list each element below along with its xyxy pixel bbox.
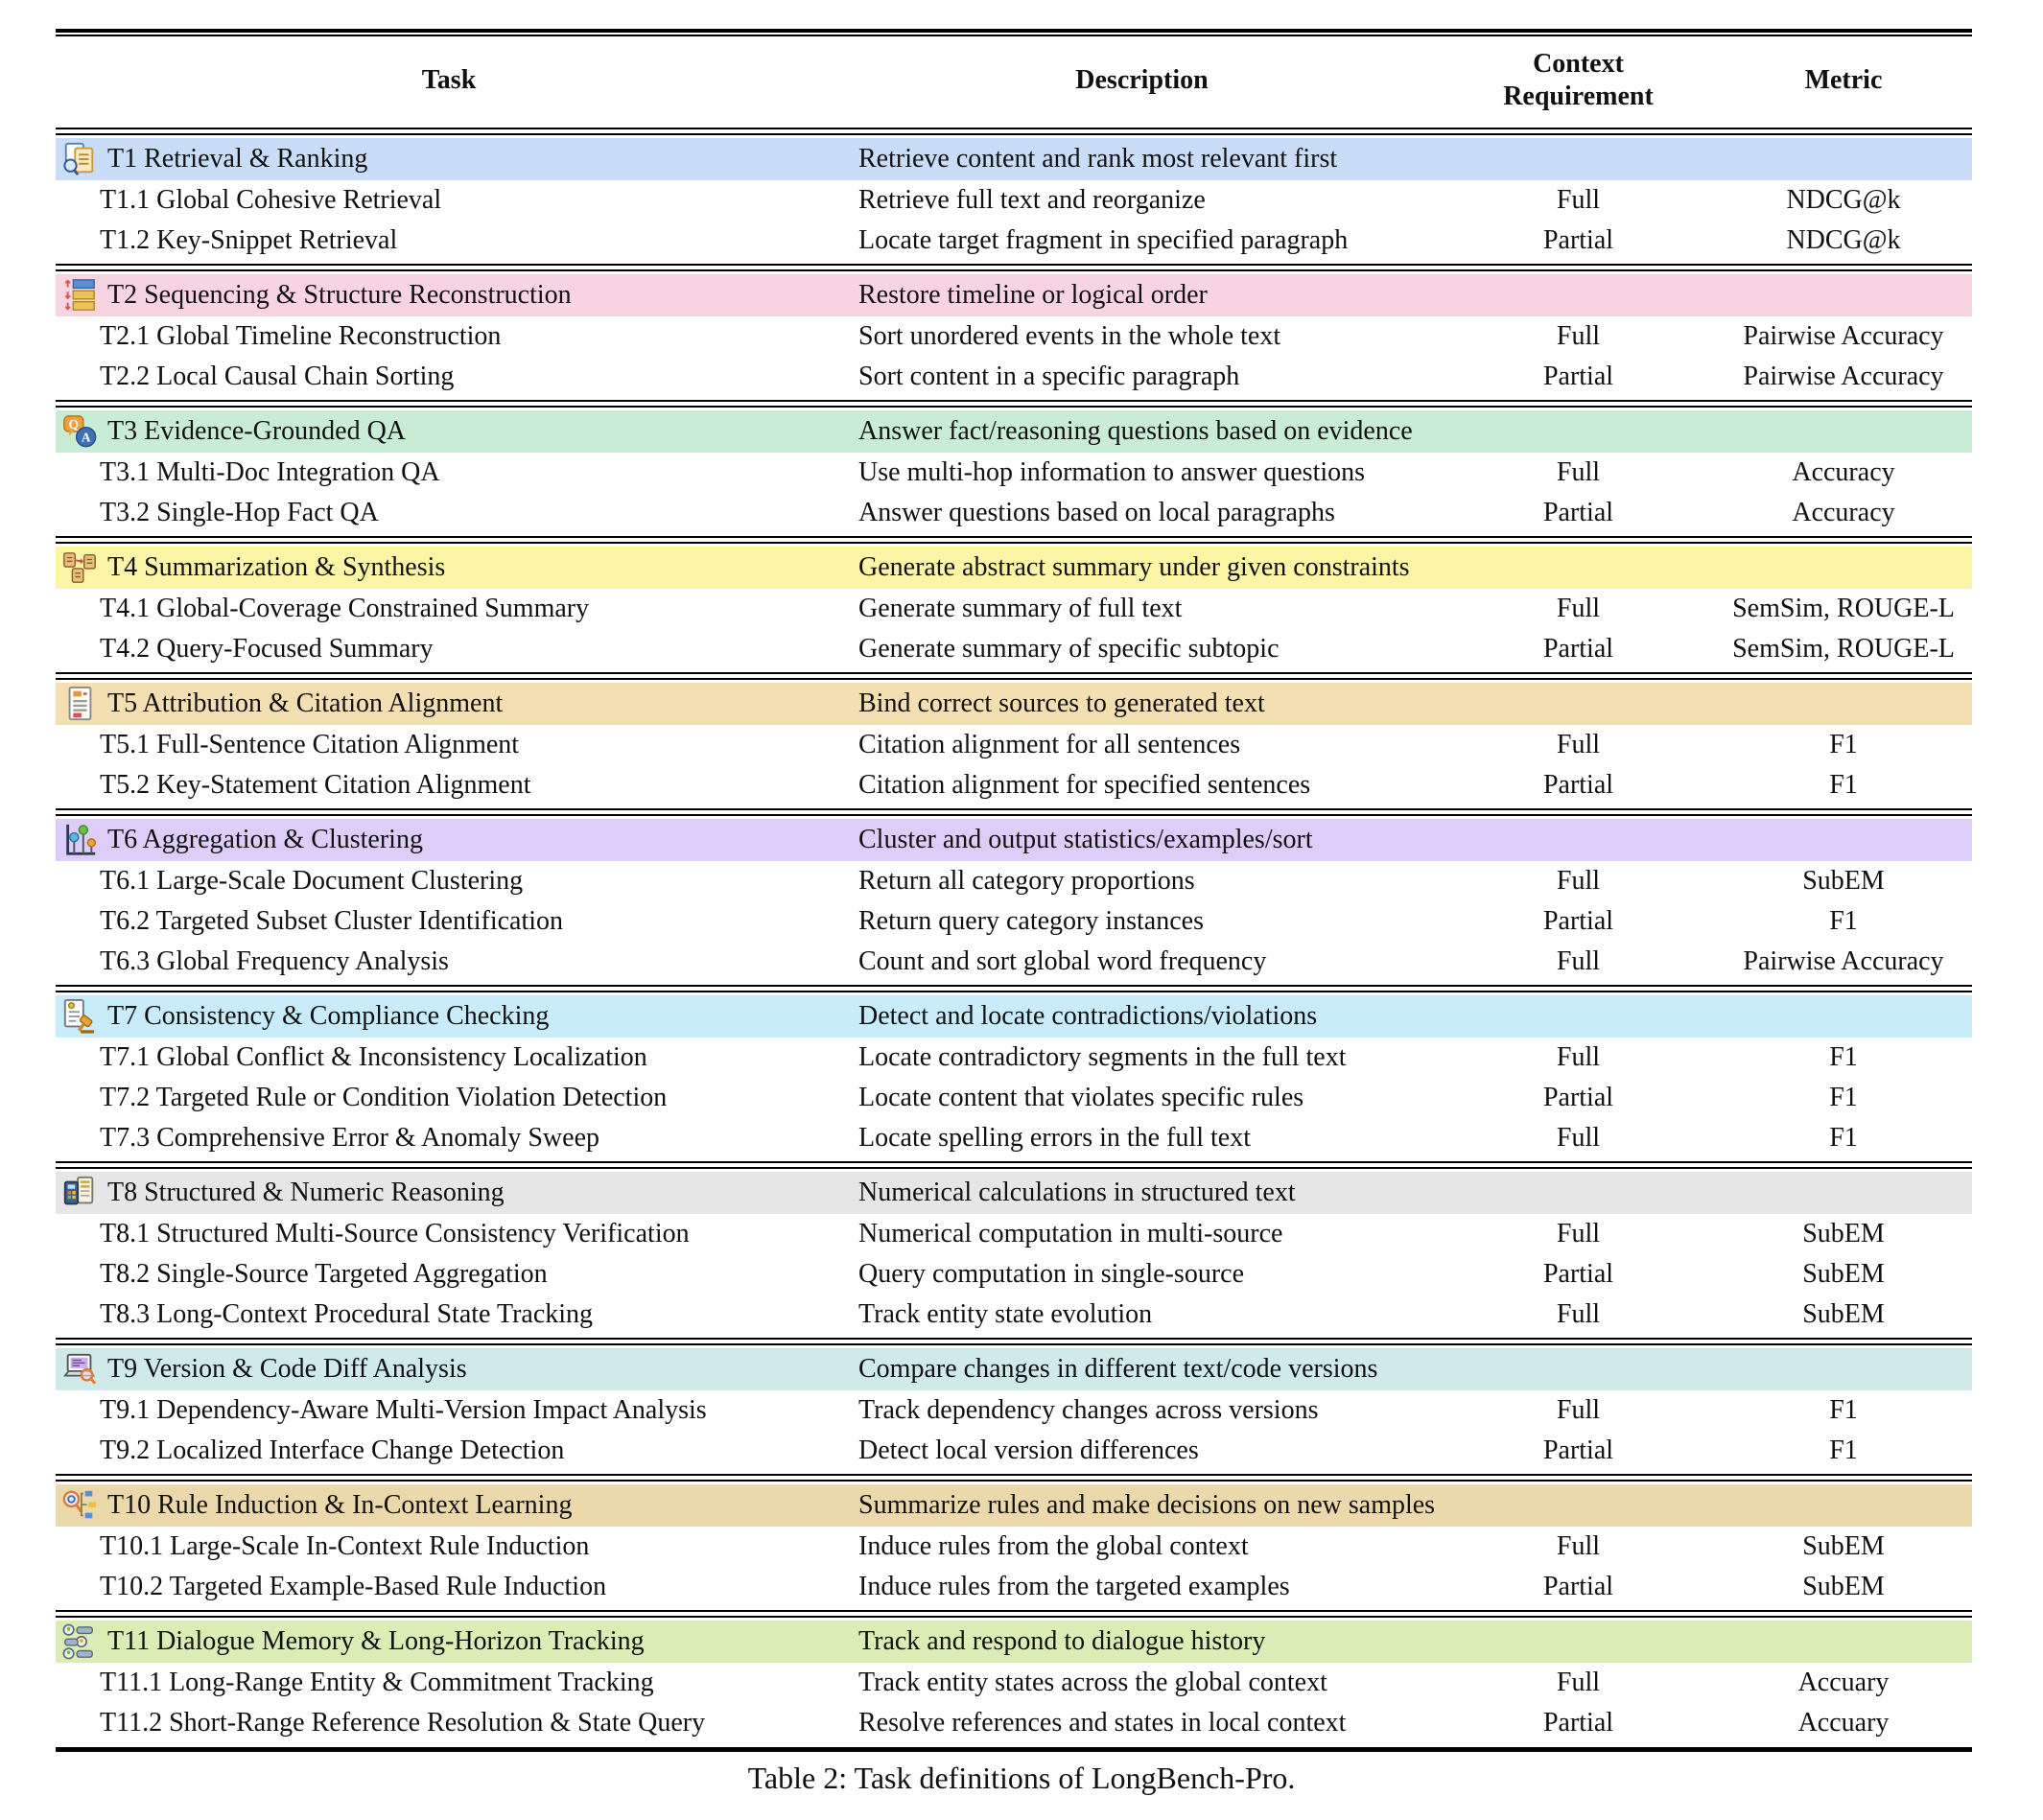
section-header-row-t5	[56, 683, 1972, 725]
task-row	[56, 1567, 1972, 1607]
metric-cell: F1	[1829, 730, 1858, 759]
task-cell: T7.3 Comprehensive Error & Anomaly Sweep	[100, 1123, 600, 1153]
section-header-row-t10	[56, 1484, 1972, 1527]
rule-separator	[56, 125, 1972, 138]
task-row	[56, 357, 1972, 397]
laptop-magnifier-icon	[61, 1351, 98, 1388]
metric-cell: Pairwise Accuracy	[1743, 321, 1944, 351]
rule-separator	[56, 1158, 1972, 1172]
metric-cell: NDCG@k	[1786, 225, 1901, 255]
section-header-row-t7	[56, 995, 1972, 1038]
metric-cell: F1	[1829, 906, 1858, 936]
task-row	[56, 493, 1972, 533]
section-title: T6 Aggregation & Clustering	[107, 825, 423, 854]
metric-cell: Accuary	[1797, 1708, 1890, 1738]
description-cell: Track entity states across the global context	[858, 1668, 1327, 1697]
metric-cell: SemSim, ROUGE-L	[1732, 594, 1955, 623]
section-header-row-t2	[56, 274, 1972, 316]
section-title: T9 Version & Code Diff Analysis	[107, 1354, 467, 1384]
task-row	[56, 725, 1972, 765]
context-cell: Partial	[1542, 770, 1614, 800]
context-cell: Partial	[1542, 1259, 1614, 1289]
context-cell: Full	[1556, 1668, 1601, 1697]
metric-cell: F1	[1829, 1435, 1858, 1465]
task-cell: T9.2 Localized Interface Change Detection	[100, 1435, 565, 1465]
task-row	[56, 1527, 1972, 1567]
section-header-row-t8	[56, 1172, 1972, 1214]
task-row	[56, 1078, 1972, 1118]
task-row	[56, 453, 1972, 493]
description-cell: Query computation in single-source	[858, 1259, 1245, 1289]
description-cell: Retrieve full text and reorganize	[858, 185, 1206, 215]
task-cell: T3.1 Multi-Doc Integration QA	[100, 457, 440, 487]
metric-cell: SubEM	[1802, 1219, 1885, 1248]
section-description: Compare changes in different text/code versions	[858, 1354, 1378, 1384]
context-cell: Partial	[1542, 906, 1614, 936]
task-cell: T6.1 Large-Scale Document Clustering	[100, 866, 524, 896]
calculator-document-icon	[61, 1175, 98, 1211]
task-cell: T6.2 Targeted Subset Cluster Identification	[100, 906, 564, 936]
task-cell: T4.1 Global-Coverage Constrained Summary	[100, 594, 590, 623]
description-cell: Return query category instances	[858, 906, 1204, 936]
section-header-row-t9	[56, 1348, 1972, 1390]
task-row	[56, 629, 1972, 669]
section-header-row-t1	[56, 138, 1972, 180]
magnifier-tree-icon	[61, 1487, 98, 1524]
section-description: Detect and locate contradictions/violations	[858, 1001, 1318, 1031]
metric-cell: SubEM	[1802, 866, 1885, 896]
metric-cell: F1	[1829, 1042, 1858, 1072]
metric-cell: NDCG@k	[1786, 185, 1901, 215]
task-row	[56, 1431, 1972, 1471]
cluster-chart-icon	[61, 822, 98, 858]
section-title: T5 Attribution & Citation Alignment	[107, 688, 504, 718]
rule-separator	[56, 1471, 1972, 1484]
task-cell: T11.2 Short-Range Reference Resolution & State Query	[100, 1708, 706, 1738]
column-header-metric: Metric	[1804, 65, 1883, 95]
description-cell: Locate content that violates specific rules	[858, 1083, 1304, 1112]
task-cell: T8.2 Single-Source Targeted Aggregation	[100, 1259, 548, 1289]
description-cell: Locate contradictory segments in the full text	[858, 1042, 1347, 1072]
table-header-row	[56, 36, 1972, 125]
section-title-cell	[56, 1487, 842, 1524]
context-cell: Partial	[1542, 498, 1614, 527]
description-cell: Citation alignment for all sentences	[858, 730, 1241, 759]
rule-separator	[56, 261, 1972, 274]
citation-document-icon	[61, 686, 98, 722]
task-cell: T5.2 Key-Statement Citation Alignment	[100, 770, 531, 800]
metric-cell: SubEM	[1802, 1531, 1885, 1561]
section-title: T2 Sequencing & Structure Reconstruction	[107, 280, 572, 310]
section-title: T10 Rule Induction & In-Context Learning	[107, 1490, 573, 1520]
task-row	[56, 765, 1972, 805]
column-header-task: Task	[421, 65, 477, 95]
description-cell: Detect local version differences	[858, 1435, 1199, 1465]
svg-text:Q: Q	[68, 417, 79, 432]
context-cell: Full	[1556, 1042, 1601, 1072]
task-row	[56, 1295, 1972, 1335]
section-header-row-t4	[56, 547, 1972, 589]
description-cell: Resolve references and states in local context	[858, 1708, 1347, 1738]
task-cell: T8.1 Structured Multi-Source Consistency Verification	[100, 1219, 690, 1248]
merging-documents-icon	[61, 549, 98, 586]
description-cell: Numerical computation in multi-source	[858, 1219, 1283, 1248]
task-cell: T5.1 Full-Sentence Citation Alignment	[100, 730, 520, 759]
metric-cell: F1	[1829, 770, 1858, 800]
section-title: T1 Retrieval & Ranking	[107, 144, 368, 174]
section-title: T3 Evidence-Grounded QA	[107, 416, 407, 446]
context-cell: Full	[1556, 594, 1601, 623]
section-title: T7 Consistency & Compliance Checking	[107, 1001, 550, 1031]
task-row	[56, 1038, 1972, 1078]
context-cell: Full	[1556, 185, 1601, 215]
context-cell: Partial	[1542, 634, 1614, 664]
metric-cell: SemSim, ROUGE-L	[1732, 634, 1955, 664]
task-cell: T11.1 Long-Range Entity & Commitment Tracking	[100, 1668, 654, 1697]
task-cell: T3.2 Single-Hop Fact QA	[100, 498, 379, 527]
task-cell: T2.2 Local Causal Chain Sorting	[100, 362, 455, 391]
section-header-row-t3	[56, 410, 1972, 453]
svg-text:A: A	[81, 430, 91, 445]
description-cell: Track dependency changes across versions	[858, 1395, 1319, 1425]
description-cell: Induce rules from the targeted examples	[858, 1572, 1290, 1601]
section-description: Answer fact/reasoning questions based on evidence	[858, 416, 1413, 446]
document-gavel-icon	[61, 998, 98, 1035]
context-cell: Partial	[1542, 362, 1614, 391]
metric-cell: F1	[1829, 1123, 1858, 1153]
rule-separator	[56, 533, 1972, 547]
metric-cell: Accuracy	[1792, 457, 1895, 487]
task-cell: T8.3 Long-Context Procedural State Tracking	[100, 1299, 594, 1329]
dialogue-users-icon	[61, 1623, 98, 1660]
context-cell: Full	[1556, 1219, 1601, 1248]
description-cell: Track entity state evolution	[858, 1299, 1153, 1329]
task-cell: T9.1 Dependency-Aware Multi-Version Impact Analysis	[100, 1395, 707, 1425]
section-description: Retrieve content and rank most relevant first	[858, 144, 1338, 174]
section-title-cell	[56, 822, 842, 858]
context-cell: Partial	[1542, 1708, 1614, 1738]
metric-cell: SubEM	[1802, 1299, 1885, 1329]
section-description: Bind correct sources to generated text	[858, 688, 1265, 718]
description-cell: Answer questions based on local paragraphs	[858, 498, 1335, 527]
context-cell: Full	[1556, 1531, 1601, 1561]
section-title-cell	[56, 549, 842, 586]
task-row	[56, 1118, 1972, 1158]
task-cell: T1.2 Key-Snippet Retrieval	[100, 225, 398, 255]
description-cell: Locate spelling errors in the full text	[858, 1123, 1251, 1153]
section-title-cell	[56, 998, 842, 1035]
metric-cell: Accuracy	[1792, 498, 1895, 527]
metric-cell: Accuary	[1797, 1668, 1890, 1697]
column-header-description: Description	[1075, 65, 1209, 95]
context-cell: Full	[1556, 730, 1601, 759]
ordered-list-arrows-icon	[61, 277, 98, 314]
table-bottom-rule	[56, 1747, 1972, 1752]
task-row	[56, 180, 1972, 221]
rule-separator	[56, 669, 1972, 683]
task-row	[56, 221, 1972, 261]
table-top-rule	[56, 29, 1972, 36]
metric-cell: Pairwise Accuracy	[1743, 362, 1944, 391]
task-cell: T7.2 Targeted Rule or Condition Violation Detection	[100, 1083, 668, 1112]
task-cell: T10.1 Large-Scale In-Context Rule Induction	[100, 1531, 590, 1561]
context-cell: Full	[1556, 321, 1601, 351]
metric-cell: SubEM	[1802, 1572, 1885, 1601]
metric-cell: Pairwise Accuracy	[1743, 946, 1944, 976]
description-cell: Citation alignment for specified sentences	[858, 770, 1311, 800]
context-cell: Full	[1556, 866, 1601, 896]
task-cell: T2.1 Global Timeline Reconstruction	[100, 321, 502, 351]
section-description: Restore timeline or logical order	[858, 280, 1208, 310]
section-title-cell	[56, 1175, 842, 1211]
section-title: T8 Structured & Numeric Reasoning	[107, 1178, 505, 1207]
description-cell: Return all category proportions	[858, 866, 1195, 896]
context-cell: Partial	[1542, 1435, 1614, 1465]
section-title: T11 Dialogue Memory & Long-Horizon Tracking	[107, 1626, 645, 1656]
task-cell: T7.1 Global Conflict & Inconsistency Localization	[100, 1042, 647, 1072]
description-cell: Sort unordered events in the whole text	[858, 321, 1281, 351]
section-header-row-t6	[56, 819, 1972, 861]
description-cell: Locate target fragment in specified paragraph	[858, 225, 1349, 255]
section-header-row-t11	[56, 1621, 1972, 1663]
task-cell: T1.1 Global Cohesive Retrieval	[100, 185, 442, 215]
task-row	[56, 901, 1972, 942]
rule-separator	[56, 397, 1972, 410]
document-magnifier-icon	[61, 141, 98, 177]
task-definitions-table	[56, 29, 1972, 1752]
task-cell: T6.3 Global Frequency Analysis	[100, 946, 449, 976]
section-description: Generate abstract summary under given constraints	[858, 552, 1410, 582]
context-cell: Full	[1556, 457, 1601, 487]
task-row	[56, 589, 1972, 629]
task-row	[56, 1703, 1972, 1743]
section-title: T4 Summarization & Synthesis	[107, 552, 446, 582]
section-description: Track and respond to dialogue history	[858, 1626, 1266, 1656]
section-title-cell	[56, 1623, 842, 1660]
metric-cell: F1	[1829, 1083, 1858, 1112]
context-cell: Full	[1556, 1299, 1601, 1329]
section-title-cell	[56, 141, 842, 177]
rule-separator	[56, 982, 1972, 995]
description-cell: Generate summary of specific subtopic	[858, 634, 1280, 664]
task-row	[56, 1390, 1972, 1431]
context-cell: Full	[1556, 946, 1601, 976]
metric-cell: F1	[1829, 1395, 1858, 1425]
context-cell: Full	[1556, 1395, 1601, 1425]
section-title-cell	[56, 413, 842, 450]
section-title-cell	[56, 277, 842, 314]
task-row	[56, 861, 1972, 901]
context-cell: Full	[1556, 1123, 1601, 1153]
rule-separator	[56, 805, 1972, 819]
section-title-cell	[56, 1351, 842, 1388]
section-description: Cluster and output statistics/examples/sort	[858, 825, 1313, 854]
context-header-line2: Requirement	[1503, 82, 1654, 111]
metric-cell: SubEM	[1802, 1259, 1885, 1289]
task-row	[56, 1254, 1972, 1295]
description-cell: Generate summary of full text	[858, 594, 1183, 623]
table-caption: Table 2: Task definitions of LongBench-Pro.	[747, 1761, 1296, 1795]
question-answer-bubbles-icon	[61, 413, 98, 450]
task-cell: T4.2 Query-Focused Summary	[100, 634, 434, 664]
context-header-line1: Context	[1533, 49, 1624, 79]
section-title-cell	[56, 686, 842, 722]
task-row	[56, 316, 1972, 357]
description-cell: Count and sort global word frequency	[858, 946, 1267, 976]
rule-separator	[56, 1607, 1972, 1621]
context-cell: Partial	[1542, 1572, 1614, 1601]
task-row	[56, 942, 1972, 982]
context-cell: Partial	[1542, 225, 1614, 255]
rule-separator	[56, 1335, 1972, 1348]
description-cell: Induce rules from the global context	[858, 1531, 1249, 1561]
column-header-context-requirement	[1442, 48, 1715, 113]
section-description: Numerical calculations in structured text	[858, 1178, 1296, 1207]
description-cell: Use multi-hop information to answer questions	[858, 457, 1366, 487]
task-row	[56, 1663, 1972, 1703]
task-cell: T10.2 Targeted Example-Based Rule Induction	[100, 1572, 607, 1601]
context-cell: Partial	[1542, 1083, 1614, 1112]
section-description: Summarize rules and make decisions on new samples	[858, 1490, 1436, 1520]
description-cell: Sort content in a specific paragraph	[858, 362, 1240, 391]
task-row	[56, 1214, 1972, 1254]
